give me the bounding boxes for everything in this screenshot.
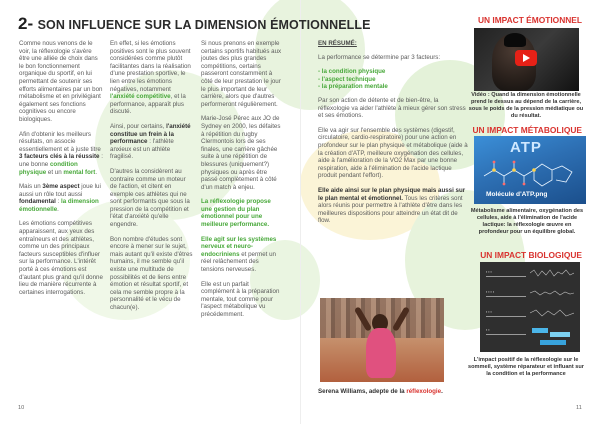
text-run: 3ème aspect <box>42 183 80 191</box>
paragraph <box>201 281 283 319</box>
text-run: . <box>57 205 59 213</box>
paragraph <box>110 168 193 229</box>
text-run: Tous les critères sont alors réunis pour permettre à l'athlète d'être dans les meilleures dispositions pour atteindre un état dit de flow. <box>318 194 463 225</box>
text-run: Comme nous venons de le voir, la réflexologie s'avère être une alliée de choix dans le bon fonctionnement organique du sportif, en lui permettant de soutenir ses efforts alimentaires par un bon métabolisme et en privilégiant également ses fonctions cognitives ou encore biologiques. <box>19 40 103 123</box>
page-number-right: 11 <box>576 405 582 411</box>
paragraph <box>110 123 193 161</box>
factor-item: - l'aspect technique <box>318 75 376 83</box>
text-run: joue lui aussi un rôle tout aussi <box>19 183 101 198</box>
text-column-1 <box>19 40 103 303</box>
paragraph <box>110 236 193 312</box>
emotional-impact-title: UN IMPACT ÉMOTIONNEL <box>477 15 582 25</box>
text-run: et permet un réel relâchement des tensions nerveuses. <box>201 250 276 274</box>
atp-molecule-image: ATP Molécule d'ATP.png <box>474 136 586 204</box>
paragraph <box>19 40 103 124</box>
page-divider <box>300 0 301 424</box>
text-column-3 <box>201 40 283 326</box>
text-run: Marie-José Pérec aux JO de Sydney en 2000, les défaites à répétition du rugby Clermontois lors de ses finales, une carrière gâchée suite à une répétition de blessures (uniquement?) physiques ou après être passé complètement à côté d'un match à enjeu. <box>201 115 281 191</box>
text-run: Les émotions compétitives apparaissent, aux yeux des entraîneurs et des athlètes, comme un des principaux facteurs susceptibles d'influer sur la performance. L'intérêt porté à ces émotions est d'autant plus grand qu'il donne lieu de manière récurrente à certaines interrogations. <box>19 220 103 296</box>
text-run: Ainsi, pour certains, <box>110 122 167 130</box>
text-run: condition physique <box>19 160 78 176</box>
text-run: : <box>55 198 61 206</box>
text-run: Afin d'obtenir les meilleurs résultats, on associe essentiellement et à juste titre <box>19 130 101 153</box>
summary-intro: La performance se détermine par 3 facteurs: <box>318 53 441 61</box>
page-title <box>18 14 371 36</box>
paragraph <box>19 183 103 213</box>
paragraph <box>19 131 103 177</box>
sleep-cycle-chart-image: ▪ ▪ ▪ ▪ ▪ ▪ ▪ ▪ ▪ ▪ ▪ ▪ <box>480 262 580 352</box>
summary-paragraph <box>318 187 468 225</box>
text-run: : l'athlète anxieux est un athlète fragilisé. <box>110 138 174 161</box>
text-run: En effet, si les émotions positives sont le plus souvent considérées comme plutôt facilitantes dans la réalisation d'une prestation sportive, le lien entre les émotions négatives, notamment <box>110 40 191 93</box>
text-run: : une bonne <box>19 153 103 168</box>
text-run: mental fort <box>63 168 96 176</box>
paragraph <box>201 236 283 274</box>
factor-item: - la condition physique <box>318 68 386 76</box>
serena-williams-photo <box>320 298 444 382</box>
metabolic-impact-title: UN IMPACT MÉTABOLIQUE <box>472 125 582 135</box>
biological-caption: L'impact positif de la réflexologie sur le sommeil, système réparateur et influant sur la condition et la performance <box>468 357 584 377</box>
text-run: D'autres la considèrent au contraire comme un moteur de l'action, et citent en exemple ces athlètes qui ne sont performants que sous la pression de la compétition et l'état d'anxiété qu'elle engendre. <box>110 167 190 229</box>
text-run: la dimension émotionnelle <box>19 198 99 213</box>
text-run: Mais un <box>19 183 43 191</box>
summary-paragraph <box>318 127 468 180</box>
page-number-left: 10 <box>18 405 25 411</box>
text-run: . <box>95 168 98 176</box>
paragraph <box>201 115 283 191</box>
text-run: , et la performance, apparaît plus discuté. <box>110 93 186 116</box>
paragraph <box>110 40 193 116</box>
metabolic-caption: Métabolisme alimentaire, oxygénation des cellules, aide à l'élimination de l'acide lactique: la réflexologie œuvre en profondeur pour un équilibre global. <box>470 208 584 235</box>
play-icon[interactable] <box>515 50 537 66</box>
atp-image-label: Molécule d'ATP.png <box>486 191 548 198</box>
text-run: Elle agit sur les systèmes nerveux et neuro-endocriniens <box>201 235 277 258</box>
video-player[interactable] <box>474 28 579 91</box>
paragraph <box>201 198 283 228</box>
summary-column <box>318 40 468 232</box>
factor-list <box>318 68 468 91</box>
paragraph <box>201 40 283 108</box>
text-run: l'anxiété constitue un frein à la performance <box>110 122 191 146</box>
text-run: Bon nombre d'études sont encore à mener sur le sujet, mais autant qu'il existe d'êtres humains, il me semble qu'il existe une multitude de possibilités et de liens entre émotion et résultat sportif, et cela me semble propre à la personnalité et le vécu de chacun(e). <box>110 235 193 311</box>
serena-caption: Serena Williams, adepte de la réflexologie. <box>318 388 443 395</box>
text-run: La réflexologie propose une gestion du plan émotionnel pour une meilleure performance. <box>201 198 271 229</box>
text-run: et un <box>46 168 64 176</box>
text-column-2 <box>110 40 193 319</box>
video-caption: Vidéo : Quand la dimension émotionnelle prend le dessus au dépend de la carrière, sous le poids de la pression médiatique ou du résultat. <box>468 92 584 119</box>
biological-impact-title: UN IMPACT BIOLOGIQUE <box>480 250 582 260</box>
summary-paragraph: Par son action de détente et de bien-être, la réflexologie va aider l'athlète à mieux gérer son stress et ses émotions. <box>318 96 466 120</box>
text-run: Elle aide ainsi sur le plan physique mais aussi sur le plan mental et émotionnel. <box>318 186 466 202</box>
text-run: fondamental <box>19 198 56 206</box>
summary-heading: EN RÉSUMÉ: <box>318 40 357 47</box>
factor-item: - la préparation mentale <box>318 83 388 91</box>
text-run: Elle est un parfait complément à la préparation mentale, tout comme pour l'aspect métabolique vu précédemment. <box>201 280 280 318</box>
paragraph <box>19 220 103 296</box>
title-number: 2- <box>18 14 34 33</box>
text-run: l'anxiété compétitive <box>110 93 171 101</box>
text-run: 3 facteurs clés à la réussite <box>19 153 100 161</box>
title-text: SON INFLUENCE SUR LA DIMENSION ÉMOTIONNELLE <box>37 18 371 32</box>
text-run: Si nous prenons en exemple certains sportifs habitués aux joutes des plus grandes compétitions, certains passeront constamment à côté de leur prestation le jour le plus important de leur carrière, alors que d'autres performeront régulièrement. <box>201 40 282 108</box>
text-run: Elle va agir sur l'ensemble des systèmes (digestif, circulatoire, cardio-respiratoire) pour une action en profondeur sur le plan physique et métabolique (aide à la création d'ATP, meilleure oxygénation des cellules, aide à l'amélioration de la VO2 Max par une bonne respiration, aide à l'élimination de l'acide lactique produit pendant l'effort). <box>318 126 468 180</box>
